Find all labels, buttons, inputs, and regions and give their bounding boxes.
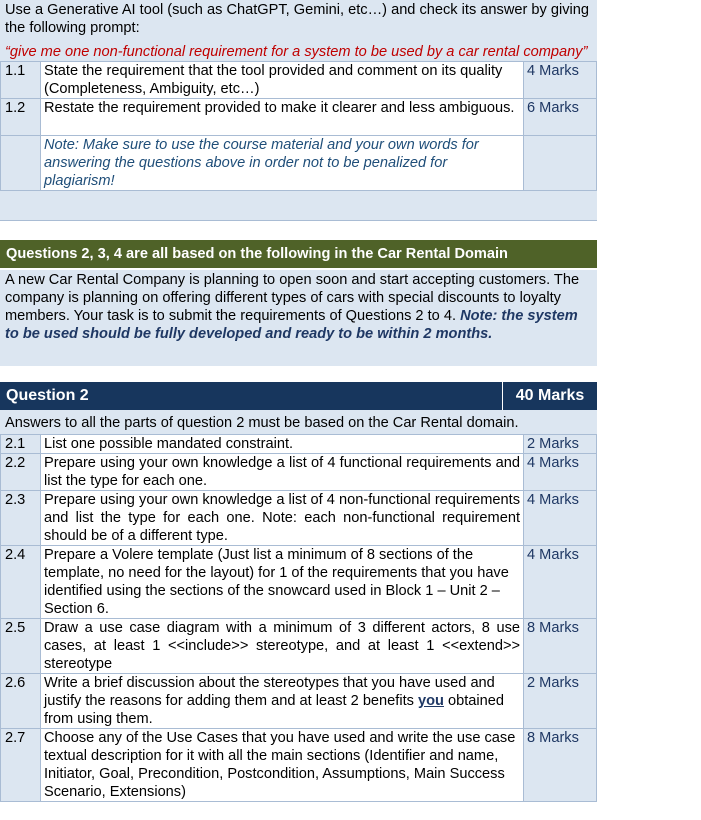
context-note: Note: the system to be used should be fully developed and ready to be within 2 months. (5, 308, 578, 342)
row-text: Restate the requirement provided to make it clearer and less ambiguous. (41, 99, 524, 136)
row-number: 2.4 (1, 546, 41, 619)
table-row (1, 62, 597, 99)
q2-instructions: Answers to all the parts of question 2 must be based on the Car Rental domain. (5, 415, 519, 431)
row-text: Prepare using your own knowledge a list of 4 non-functional requirements and list the type for each one. Note: each non-functional requirement should be of a different type. (41, 491, 524, 546)
row-text: List one possible mandated constraint. (41, 435, 524, 454)
row-number: 2.5 (1, 619, 41, 674)
row-marks: 8 Marks (524, 729, 597, 802)
question-1-block (0, 0, 597, 221)
question-2-block (0, 410, 597, 802)
row-text: Draw a use case diagram with a minimum of 3 different actors, 8 use cases, at least 1 <<include>> stereotype, and at least 1 <<extend>> stereotype (41, 619, 524, 674)
domain-context (0, 270, 597, 366)
emphasis-you: you (418, 693, 444, 709)
row-text: Prepare a Volere template (Just list a minimum of 8 sections of the template, no need for the layout) for 1 of the requirements that you have identified using the sections of the snowcard used in Block 1 – Unit 2 – Section 6. (41, 546, 524, 619)
table-row (1, 674, 597, 729)
row-marks: 2 Marks (524, 674, 597, 729)
q1-instructions: Use a Generative AI tool (such as ChatGPT, Gemini, etc…) and check its answer by giving the following prompt: (5, 2, 590, 36)
question-2-marks: 40 Marks (502, 382, 597, 410)
plagiarism-note: Note: Make sure to use the course material and your own words for answering the questions above in order not to be penalized for plagiarism! (41, 136, 524, 191)
row-text: Prepare using your own knowledge a list of 4 functional requirements and list the type for each one. (41, 454, 524, 491)
row-number: 2.1 (1, 435, 41, 454)
table-row (1, 729, 597, 802)
question-2-title: Question 2 (6, 387, 89, 404)
row-number: 2.7 (1, 729, 41, 802)
table-row (1, 435, 597, 454)
table-row (1, 491, 597, 546)
row-marks: 4 Marks (524, 546, 597, 619)
q1-prompt: “give me one non-functional requirement for a system to be used by a car rental company” (5, 44, 588, 60)
table-row (1, 136, 597, 191)
row-text: Choose any of the Use Cases that you have used and write the use case textual description for it with all the main sections (Identifier and name, Initiator, Goal, Precondition, Postcondition, Assumptions, Main Success Scenario, Extensions) (41, 729, 524, 802)
row-text: Write a brief discussion about the stereotypes that you have used and justify the reasons for adding them and at least 2 benefits you obtained from using them. (41, 674, 524, 729)
row-marks: 4 Marks (524, 491, 597, 546)
row-marks: 4 Marks (524, 62, 597, 99)
row-number: 2.2 (1, 454, 41, 491)
q1-table (0, 61, 597, 191)
domain-header: Questions 2, 3, 4 are all based on the following in the Car Rental Domain (0, 240, 597, 268)
row-text: State the requirement that the tool provided and comment on its quality (Completeness, Ambiguity, etc…) (41, 62, 524, 99)
question-2-header (0, 382, 597, 410)
context-text: A new Car Rental Company is planning to open soon and start accepting customers. The company is planning on offering different types of cars with special discounts to loyalty members. Your task is to submit the requirements of Questions 2 to 4. (5, 272, 580, 324)
row-number: 1.1 (1, 62, 41, 99)
table-row (1, 454, 597, 491)
table-row (1, 546, 597, 619)
row-number: 2.6 (1, 674, 41, 729)
row-number: 2.3 (1, 491, 41, 546)
row-number: 1.2 (1, 99, 41, 136)
row-marks: 2 Marks (524, 435, 597, 454)
table-row (1, 99, 597, 136)
row-marks: 6 Marks (524, 99, 597, 136)
row-marks: 4 Marks (524, 454, 597, 491)
row-marks: 8 Marks (524, 619, 597, 674)
q2-table (0, 434, 597, 802)
table-row (1, 619, 597, 674)
